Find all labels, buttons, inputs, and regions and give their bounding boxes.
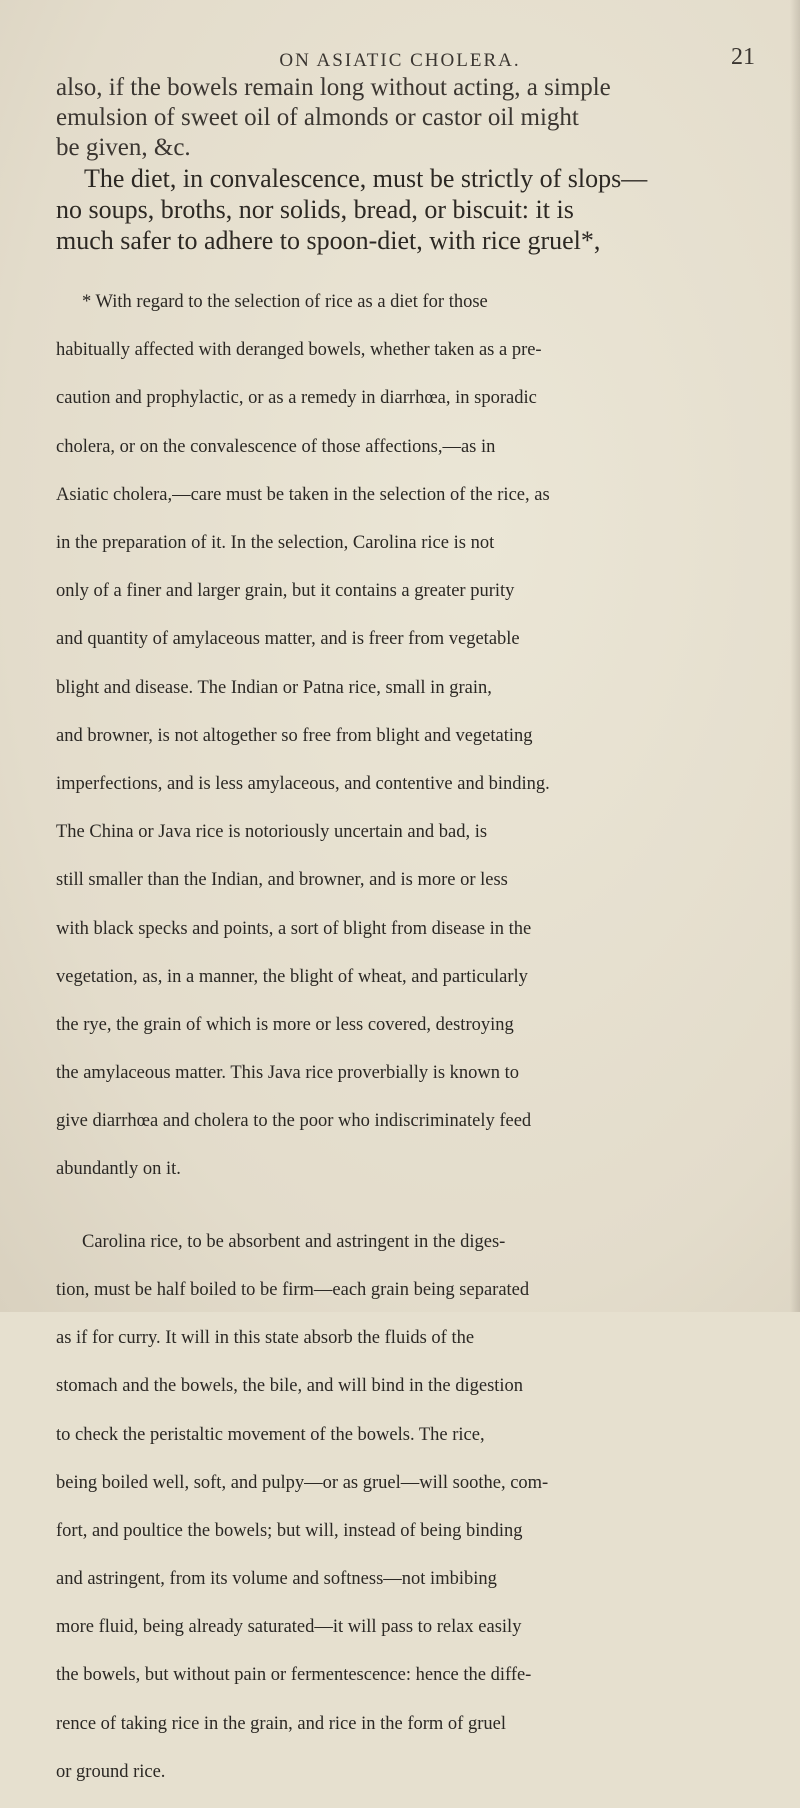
text-line: be given, &c. [56,134,191,161]
footnote-line: more fluid, being already saturated—it will pass to relax easily [56,1617,522,1638]
footnote-line: to check the peristaltic movement of the bowels. The rice, [56,1424,485,1445]
footnote-line: the amylaceous matter. This Java rice proverbially is known to [56,1063,520,1084]
footnote-line: only of a finer and larger grain, but it contains a greater purity [56,581,515,602]
text-line: emulsion of sweet oil of almonds or castor oil might [56,104,579,131]
footnote-line: in the preparation of it. In the selection, Carolina rice is not [56,533,495,554]
footnote-line: habitually affected with deranged bowels, whether taken as a pre- [56,340,542,361]
footnote-line: Carolina rice, to be absorbent and astringent in the diges- [82,1231,506,1252]
footnote-line: or ground rice. [56,1761,166,1782]
footnote-line: the bowels, but without pain or fermentescence: hence the diffe- [56,1665,532,1686]
footnote-line: cholera, or on the convalescence of those affections,—as in [56,436,496,457]
footnote-line: imperfections, and is less amylaceous, and contentive and binding. [56,773,550,794]
footnote-line: rence of taking rice in the grain, and rice in the form of gruel [56,1713,506,1734]
footnote-line: stomach and the bowels, the bile, and will bind in the digestion [56,1376,524,1397]
footnote-line: give diarrhœa and cholera to the poor who indiscriminately feed [56,1111,532,1132]
footnote-line: as if for curry. It will in this state absorb the fluids of the [56,1328,475,1349]
footnote-line: tion, must be half boiled to be firm—each grain being separated [56,1279,530,1300]
footnote-paragraph-1 [56,266,759,1206]
footnote-line: the rye, the grain of which is more or less covered, destroying [56,1014,514,1035]
footnote [56,266,759,1808]
footnote-line: Asiatic cholera,—care must be taken in the selection of the rice, as [56,484,550,505]
footnote-line: * With regard to the selection of rice as a diet for those [82,292,488,313]
footnote-line: still smaller than the Indian, and browner, and is more or less [56,870,508,891]
footnote-line: being boiled well, soft, and pulpy—or as gruel—will soothe, com- [56,1472,549,1493]
main-text [56,73,756,256]
text-line: no soups, broths, nor solids, bread, or biscuit: it is [56,195,574,224]
text-line: much safer to adhere to spoon-diet, with rice gruel*, [56,226,601,255]
footnote-line: with black specks and points, a sort of blight from disease in the [56,918,532,939]
footnote-line: and browner, is not altogether so free from blight and vegetating [56,725,533,746]
main-paragraph-2 [56,163,756,256]
footnote-line: fort, and poultice the bowels; but will, instead of being binding [56,1520,523,1541]
footnote-line: caution and prophylactic, or as a remedy in diarrhœa, in sporadic [56,388,537,409]
footnote-line: and astringent, from its volume and softness—not imbibing [56,1569,497,1590]
text-line: The diet, in convalescence, must be strictly of slops— [84,164,648,193]
footnote-line: The China or Java rice is notoriously uncertain and bad, is [56,822,488,843]
main-paragraph-1 [56,73,756,163]
footnote-line: blight and disease. The Indian or Patna rice, small in grain, [56,677,492,698]
page-number: 21 [731,44,755,70]
footnote-line: and quantity of amylaceous matter, and is freer from vegetable [56,629,520,650]
footnote-line: abundantly on it. [56,1159,181,1180]
running-head: ON ASIATIC CHOLERA. [279,50,521,71]
footnote-line: vegetation, as, in a manner, the blight of wheat, and particularly [56,966,528,987]
page-edge-shadow [790,0,800,1312]
footnote-paragraph-2 [56,1206,759,1808]
text-line: also, if the bowels remain long without acting, a simple [56,74,611,101]
